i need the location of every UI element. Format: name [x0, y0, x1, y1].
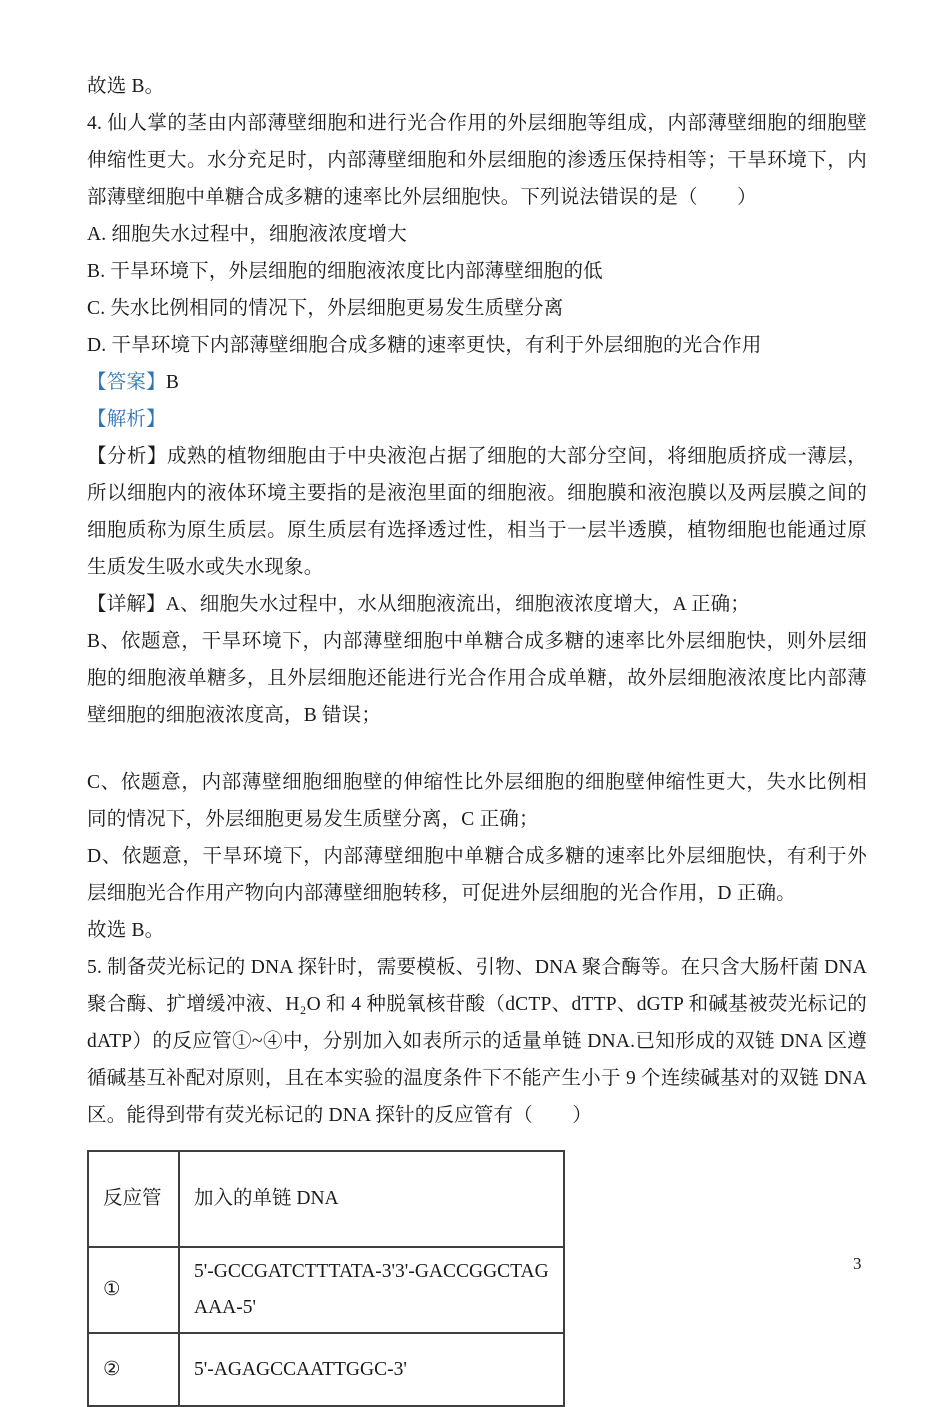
question-4-detail-c: C、依题意，内部薄壁细胞细胞壁的伸缩性比外层细胞的细胞壁伸缩性更大，失水比例相同的情况下，外层细胞更易发生质壁分离，C 正确；	[87, 772, 867, 830]
question-4-option-a: A. 细胞失水过程中，细胞液浓度增大	[87, 224, 407, 245]
question-4-analysis-label-line	[87, 401, 867, 438]
paragraph-gap	[87, 734, 867, 764]
table-cell-dna-2: 5'-AGAGCCAATTGGC-3'	[179, 1333, 564, 1406]
table-cell-tube-1: ①	[88, 1247, 179, 1333]
document-body	[87, 68, 867, 1407]
question-4-detail-a: 【详解】A、细胞失水过程中，水从细胞液流出，细胞液浓度增大，A 正确；	[87, 594, 750, 615]
question-4-stem: 4. 仙人掌的茎由内部薄壁细胞和进行光合作用的外层细胞等组成，内部薄壁细胞的细胞壁伸缩性更大。水分充足时，内部薄壁细胞和外层细胞的渗透压保持相等；干旱环境下，内部薄壁细胞中单糖合成多糖的速率比外层细胞快。下列说法错误的是（ ）	[87, 113, 867, 208]
question-4-detail-d: D、依题意，干旱环境下，内部薄壁细胞中单糖合成多糖的速率比外层细胞快，有利于外层细胞光合作用产物向内部薄壁细胞转移，可促进外层细胞的光合作用，D 正确。	[87, 846, 867, 904]
analysis-label: 【解析】	[87, 409, 166, 430]
table-cell-tube-2: ②	[88, 1333, 179, 1406]
question-4-conclusion: 故选 B。	[87, 920, 165, 941]
question-4-analysis: 【分析】成熟的植物细胞由于中央液泡占据了细胞的大部分空间，将细胞质挤成一薄层，所以细胞内的液体环境主要指的是液泡里面的细胞液。细胞膜和液泡膜以及两层膜之间的细胞质称为原生质层。原生质层有选择透过性，相当于一层半透膜，植物细胞也能通过原生质发生吸水或失水现象。	[87, 446, 867, 578]
table-header-row	[88, 1151, 564, 1247]
page-number: 3	[853, 1254, 862, 1273]
question-4-answer-line	[87, 364, 867, 401]
question-4-option-b: B. 干旱环境下，外层细胞的细胞液浓度比内部薄壁细胞的低	[87, 261, 603, 282]
table-header-dna: 加入的单链 DNA	[179, 1151, 564, 1247]
question-4-option-c: C. 失水比例相同的情况下，外层细胞更易发生质壁分离	[87, 298, 564, 319]
question-5-stem: 5. 制备荧光标记的 DNA 探针时，需要模板、引物、DNA 聚合酶等。在只含大肠杆菌 DNA 聚合酶、扩增缓冲液、H₂O 和 4 种脱氧核苷酸（dCTP、dTTP、dGTP 和碱基被荧光标记的 dATP）的反应管①~④中，分别加入如表所示的适量单链 DNA.已知形成的双链 DNA 区遵循碱基互补配对原则，且在本实验的温度条件下不能产生小于 9 个连续碱基对的双链 DNA 区。能得到带有荧光标记的 DNA 探针的反应管有（ ）	[87, 957, 867, 1126]
answer-value: B	[165, 372, 180, 393]
previous-question-conclusion: 故选 B。	[87, 76, 165, 97]
table-row	[88, 1247, 564, 1333]
table-header-tube: 反应管	[88, 1151, 179, 1247]
reaction-tube-table	[87, 1150, 565, 1407]
answer-label: 【答案】	[87, 372, 166, 393]
question-4-detail-b: B、依题意，干旱环境下，内部薄壁细胞中单糖合成多糖的速率比外层细胞快，则外层细胞的细胞液单糖多，且外层细胞还能进行光合作用合成单糖，故外层细胞液浓度比内部薄壁细胞的细胞液浓度高，B 错误；	[87, 631, 867, 726]
question-4-option-d: D. 干旱环境下内部薄壁细胞合成多糖的速率更快，有利于外层细胞的光合作用	[87, 335, 762, 356]
table-cell-dna-1: 5'-GCCGATCTTTATA-3'3'-GACCGGCTAGAAA-5'	[179, 1247, 564, 1333]
